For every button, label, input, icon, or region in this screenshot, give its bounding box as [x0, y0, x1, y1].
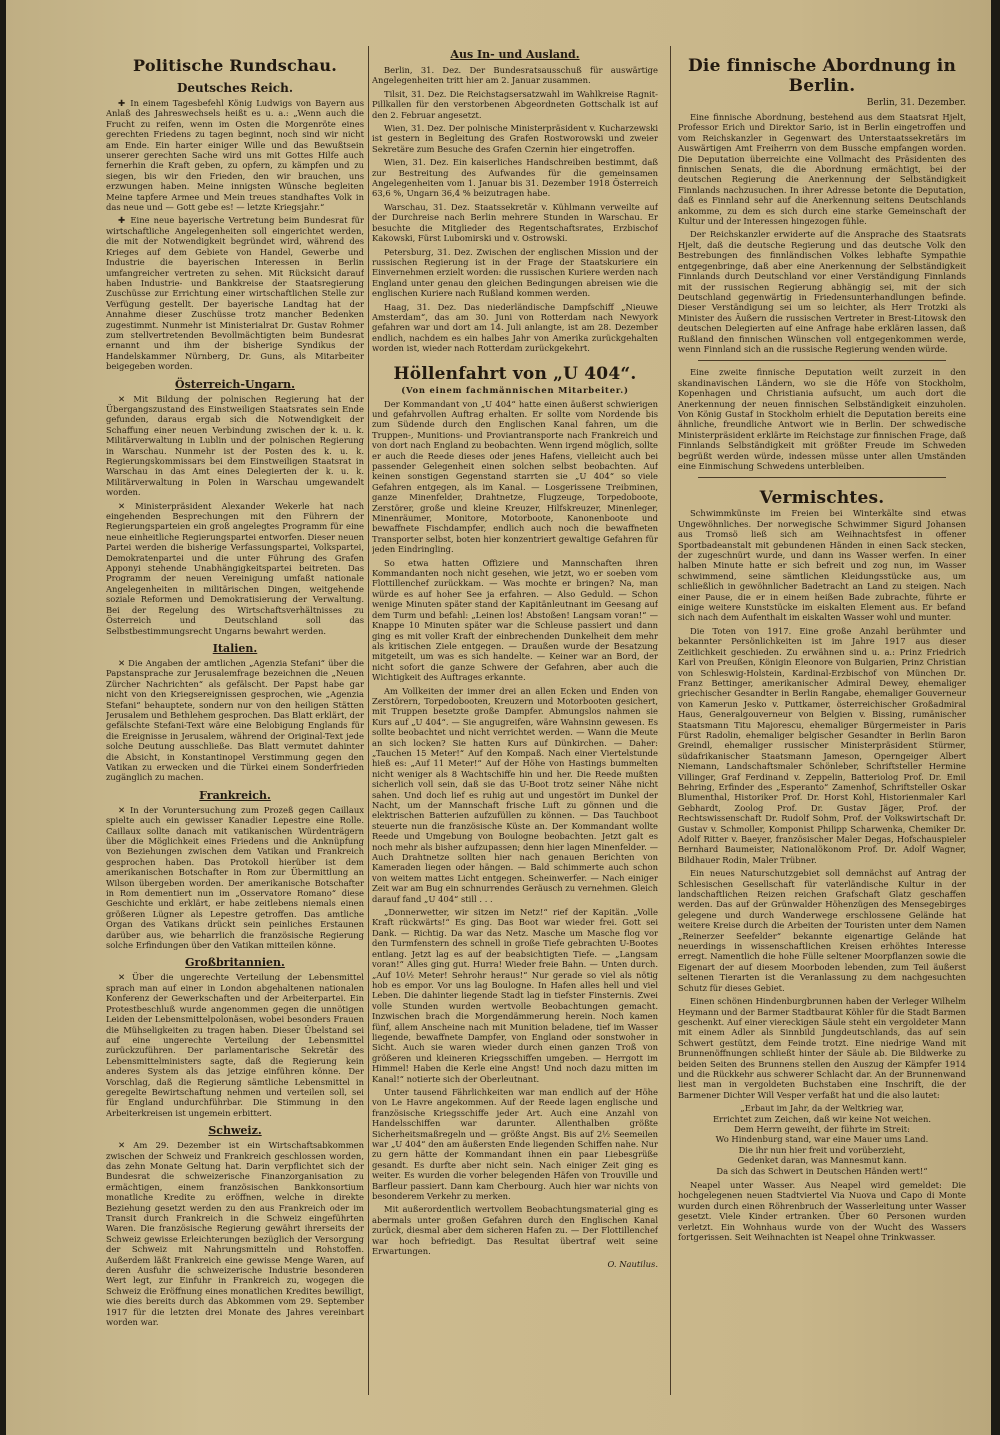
- article-paragraph: ✚ Eine neue bayerische Vertretung beim Bundesrat für wirtschaftliche Angelegenheiten soll eingerichtet werden, die mit der Notwendigkeit begründet wird, während des Krieges auf dem Gebiete von Handel, Gewerbe und Industrie die bayerischen Interessen in Berlin umfangreicher vertreten zu sehen. Mit Rücksicht darauf haben Industrie- und Bankkreise der Staatsregierung Zuschüsse zur Errichtung einer wirtschaftlichen Stelle zur Verfügung gestellt. Der bayerische Landtag hat der Annahme dieser Zuschüsse trotz mancher Bedenken zugestimmt. Nunmehr ist Ministerialrat Dr. Gustav Rohmer zum stellvertretenden Bevollmächtigten beim Bundesrat ernannt und ihm der bisherige Syndikus der Handelskammer Nürnberg, Dr. Guns, als Mitarbeiter beigegeben worden.: [106, 215, 364, 372]
- miscellaneous-heading: Vermischtes.: [759, 488, 885, 509]
- article-paragraph: ✕ Am 29. Dezember ist ein Wirtschaftsabkommen zwischen der Schweiz und Frankreich geschlossen worden, das zehn Monate Geltung hat. Darin verpflichtet sich der Bundesrat die schweizerische Finanzorganisation zu ermächtigen, einem französischen Bankkonsortium monatliche Kredite zu eröffnen, welche in direkte Beziehung gesetzt werden zu den aus Frankreich oder im Transit durch Frankreich in die Schweiz eingeführten Waren. Die französische Regierung gewährt ihrerseits der Schweiz gewisse Erleichterungen bezüglich der Versorgung der Schweiz mit Nahrungsmitteln und Rohstoffen. Außerdem läßt Frankreich eine gewisse Menge Waren, auf deren Ausfuhr die schweizerische Industrie besonderen Wert legt, zur Einfuhr in Frankreich zu, wogegen die Schweiz die Eröffnung eines monatlichen Kredites bewilligt, wie dies bereits durch das Abkommen vom 29. September 1917 für die letzten drei Monate des Jahres vereinbart worden war.: [106, 1140, 364, 1328]
- misc-item: Einen schönen Hindenburgbrunnen haben der Verleger Wilhelm Heymann und der Barmer Stadtbaurat Köhler für die Stadt Barmen geschenkt. Auf einer viereckigen Säule steht ein vergoldeter Mann mit einem Adler als Sinnbild Jungdeutschlands, das auf sein Schwert gestützt, dem Feinde trotzt. Eine niedrige Wand mit Brunnenöffnungen schließt hinter der Säule ab. Die Bildwerke zu beiden Seiten des Brunnens stellen den Auszug der Kämpfer 1914 und die Rückkehr aus schwerer Schlacht dar. An der Brunnenwand liest man in vergoldeten Buchstaben eine Inschrift, die der Barmener Dichter Will Vesper verfaßt hat und die also lautet:: [678, 996, 966, 1100]
- italy-subheading: Italien.: [212, 641, 258, 655]
- fountain-inscription: „Erbaut im Jahr, da der Weltkrieg war, Errichtet zum Zeichen, daß wir keine Not weichen. Dem Herrn geweiht, der führte im Streit: Wo Hindenburg stand, war eine Mauer ums Land. Die ihr nun hier freit und vorüberzieht, Gedenket daran, was Mannesmut kann. Da sich das Schwert in Deutschen Händen wert!“: [713, 1103, 931, 1176]
- story-heading: Höllenfahrt von „U 404“.: [393, 363, 637, 384]
- britain-subheading: Großbritannien.: [185, 956, 285, 970]
- story-paragraph: Der Kommandant von „U 404“ hatte einen äußerst schwierigen und gefahrvollen Auftrag erhalten. Er sollte vom Nordende bis zum Südende durch den Englischen Kanal fahren, um die Truppen-, Munitions- und Proviantransporte nach Frankreich und von dort nach England zu beobachten. Wenn irgend möglich, sollte er auch die Reede dieses oder jenes Hafens, vielleicht auch bei passender Gelegenheit einen solchen selbst beobachten. Auf keinen sonstigen Gegenstand starrten sie „U 404“ so viele Gefahren entgegen, als im Kanal. — Losgerissene Treibminen, ganze Minenfelder, Drahtnetze, Flugzeuge, Torpedoboote, Zerstörer, große und kleine Kreuzer, Hilfskreuzer, Minenleger, Minenräumer, Monitore, Motorboote, Kanonenboote und bewaffnete Fischdampfer, endlich auch noch die bewaffneten Transporter selbst, boten hier konzentriert gewaltige Gefahren für jeden Eindringling.: [372, 398, 658, 555]
- news-item: Wien, 31. Dez. Der polnische Ministerpräsident v. Kucharzewski ist gestern in Begleitung des Grafen Rostworowski und zweier Sekretäre zum Besuche des Grafen Czernin hier eingetroffen.: [372, 123, 658, 154]
- divider: [698, 477, 946, 478]
- politics-heading: Politische Rundschau.: [133, 56, 337, 75]
- dateline: Berlin, 31. Dezember.: [866, 98, 966, 108]
- news-item: Warschau, 31. Dez. Staatssekretär v. Kühlmann verweilte auf der Durchreise nach Berlin mehrere Stunden in Warschau. Er besuchte die Mitglieder des Regentschaftsrates, Erzbischof Kakowski, Fürst Lubomirski und v. Ostrowski.: [372, 201, 658, 244]
- news-item: Petersburg, 31. Dez. Zwischen der englischen Mission und der russischen Regierung ist in der Frage der Staatskuriere ein Einvernehmen erzielt worden: die russischen Kuriere werden nach England unter genau den gleichen Bedingungen abreisen wie die englischen Kuriere nach Rußland kommen werden.: [372, 246, 658, 299]
- column-divider: [670, 46, 671, 1395]
- germany-subheading: Deutsches Reich.: [176, 81, 294, 95]
- column-politics: [106, 46, 364, 1330]
- domestic-foreign-heading: Aus In- und Ausland.: [450, 48, 580, 61]
- column-divider: [368, 46, 369, 1395]
- newspaper-page: [6, 0, 991, 1435]
- news-item: Berlin, 31. Dez. Der Bundesratsausschuß für auswärtige Angelegenheiten tritt hier am 2. Januar zusammen.: [372, 65, 658, 86]
- news-item: Wien, 31. Dez. Ein kaiserliches Handschreiben bestimmt, daß zur Bestreitung des Aufwandes für die gemeinsamen Angelegenheiten vom 1. Januar bis 31. Dezember 1918 Österreich 63,6 %, Ungarn 36,4 % beizutragen habe.: [372, 157, 658, 199]
- article-paragraph: ✕ Über die ungerechte Verteilung der Lebensmittel sprach man auf einer in London abgehaltenen nationalen Konferenz der Gewerkschaften und der Arbeiterpartei. Ein Protestbeschluß wurde angenommen gegen die unnötigen Leiden der Lebensmittelpolonäsen, wobei besonders Frauen die Mühseligkeiten zu tragen haben. Dieser Übelstand sei auf eine ungerechte Verteilung der Lebensmittel zurückzuführen. Der parlamentarische Sekretär des Lebensmittelministers sagte, daß die Regierung kein anderes System als das jetzige einführen könne. Der Vorschlag, daß die Regierung sämtliche Lebensmittel in geregelte Bewirtschaftung nehmen und verteilen soll, sei für England undurchführbar. Die Stimmung in den Arbeiterkreisen ist ungemein erbittert.: [106, 972, 364, 1118]
- misc-item: Die Toten von 1917. Eine große Anzahl berühmter und bekannter Persönlichkeiten ist im Jahre 1917 aus dieser Zeitlichkeit geschieden. Zu erwähnen sind u. a.: Prinz Friedrich Karl von Preußen, Königin Eleonore von Bulgarien, Prinz Christian von Schleswig-Holstein, Kardinal-Erzbischof von München Dr. Franz Bettinger, amerikanischer Admiral Dewey, ehemaliger griechischer Gesandter in Berlin Rangabe, ehemaliger Gouverneur von Kamerun Jesko v. Puttkamer, österreichischer Großadmiral Haus, Generalgouverneur von Belgien v. Bissing, rumänischer Staatsmann Titu Majorescu, ehemaliger Bürgermeister in Paris Fürst Radolin, ehemaliger belgischer Gesandter in Berlin Baron Greindl, ehemaliger russischer Ministerpräsident Stürmer, südafrikanischer Staatsmann Jameson, Operngeiger Albert Niemann, Landschaftsmaler Schönleber, Schriftsteller Hermine Villinger, Graf Ferdinand v. Zeppelin, Batteriolog Prof. Dr. Emil Behring, Erfinder des „Esperanto“ Zamenhof, Schriftsteller Oskar Blumenthal, Historiker Prof. Dr. Horst Kohl, Historienmaler Karl Gebhardt, Zoolog Prof. Dr. Gustav Jäger, Prof. der Rechtswissenschaft Dr. Rudolf Sohm, Prof. der Volkswirtschaft Dr. Gustav v. Schmoller, Komponist Philipp Scharwenka, Chemiker Dr. Adolf Ritter v. Baeyer, französischer Maler Degas, Hofschauspieler Bernhard Baumeister, Nationalökonom Prof. Dr. Adolf Wagner, Bildhauer Rodin, Maler Trübner.: [678, 625, 966, 865]
- article-paragraph: Eine zweite finnische Deputation weilt zurzeit in den skandinavischen Ländern, wo sie die Höfe von Stockholm, Kopenhagen und Christiania aufsucht, um auch dort die Anerkennung der neuen finnischen Selbständigkeit einzuholen. Von König Gustaf in Stockholm erhielt die Deputation bereits eine ähnliche, freundliche Antwort wie in Berlin. Der schwedische Ministerpräsident erklärte im Reichstage zur finnischen Frage, daß Finnlands Selbständigkeit mit größter Freude im Schweden begrüßt werden würde, indessen müsse unter allen Umständen eine Einmischung Schwedens unterbleiben.: [678, 367, 966, 471]
- story-paragraph: Am Vollkeiten der immer drei an allen Ecken und Enden von Zerstörern, Torpedobooten, Kreuzern und Motorbooten gesichert, mit Truppen besetzte große Dampfer. Abmungslos nahmen sie Kurs auf „U 404“. — Sie angugreifen, wäre Wahnsinn gewesen. Es sollte beobachtet und nicht verrichtet werden. — Wann die Meute an sich locken? Sie hatten Kurs auf Dünkirchen. — Daher: „Tauchen 15 Meter!“ Auf den Kompaß. Nach einer Viertelstunde hieß es: „Auf 11 Meter!“ Auf der Höhe von Hastings bummelten nicht weniger als 8 Wachtschiffe hin und her. Die Reede mußten sicherlich voll sein, daß sie das U-Boot trotz seiner Nähe nicht sahen. Und doch lief es ruhig aut und ungestört im Dunkel der Nacht, um der Mannschaft frische Luft zu gönnen und die elektrischen Batterien aufzufüllen zu können. — Das Tauchboot steuerte nun die französische Küste an. Der Kommandant wollte Reede und Umgebung von Boulogne beobachten. Jetzt galt es noch mehr als bisher aufzupassen; denn hier lagen Minenfelder. — Auch Drahtnetze sollten hier nach genauen Berichten von Kameraden liegen oder hängen. — Bald schimmerte auch schon von weitem mattes Licht entgegen. Scheinwerfer. — Nach einiger Zeit war am Bug ein schnurrendes Geräusch zu vernehmen. Gleich darauf fand „U 404“ still . . .: [372, 685, 658, 904]
- news-item: Haag, 31. Dez. Das niederländische Dampfschiff „Nieuwe Amsterdam“, das am 30. Juni von Rotterdam nach Newyork gefahren war und dort am 14. Juli anlangte, ist am 28. Dezember endlich, nachdem es ein halbes Jahr von Amerika zurückgehalten worden ist, wieder nach Rotterdam zurückgekehrt.: [372, 301, 658, 354]
- misc-item: Neapel unter Wasser. Aus Neapel wird gemeldet: Die hochgelegenen neuen Stadtviertel Via Nuova und Capo di Monte wurden durch einen Röhrenbruch der Wasserleitung unter Wasser gesetzt. Viele Kinder ertranken. Über 60 Personen wurden verletzt. Ein Wohnhaus wurde von der Wucht des Wassers fortgerissen. Seit Weihnachten ist Neapel ohne Trinkwasser.: [678, 1180, 966, 1243]
- story-paragraph: „Donnerwetter, wir sitzen im Netz!“ rief der Kapitän. „Volle Kraft rückwärts!“ Es ging. Das Boot war wieder frei. Gott sei Dank. — Richtig. Da war das Netz. Masche um Masche flog vor den Turmfenstern des schnell in große Tiefe gebrachten U-Bootes entlang. Jetzt lag es auf der beabsichtigten Tiefe. — „Langsam voran!“ Alles ging gut. Hurra! Wieder freie Bahn. — Unten durch. „Auf 10½ Meter! Sehrohr heraus!“ Nur gerade so viel als nötig hob es empor. Vor uns lag Boulogne. In Hafen alles hell und viel Leben. Die dahinter liegende Stadt lag in tiefster Finsternis. Zwei volle Stunden wurden wertvolle Beobachtungen gemacht. Inzwischen brach die Morgendämmerung herein. Noch kamen fünf, allem Anscheine nach mit Munition beladene, tief im Wasser liegende, bewaffnete Dampfer, von England oder sonstwoher in Sicht. Auch sie waren wieder durch einen ganzen Troß von größeren und kleineren Kriegsschiffen umgeben. — Herrgott im Himmel! Haben die Kerle eine Angst! Und noch dazu mitten im Kanal!“ notierte sich der Oberleutnant.: [372, 907, 658, 1084]
- article-paragraph: Der Reichskanzler erwiderte auf die Ansprache des Staatsrats Hjelt, daß die deutsche Regierung und das deutsche Volk den Bestrebungen des finnländischen Volkes lebhafte Sympathie entgegenbringe, daß aber eine Anerkennung der Selbständigkeit Finnlands durch Deutschland vor einer Verständigung Finnlands mit der russischen Regierung abhängig sei, mit der sich Deutschland gegenwärtig in Friedensunterhandlungen befinde. Dieser Verständigung sei um so leichter, als Herr Trotzki als Minister des Äußern die russischen Vertreter in Brest-Litowsk den deutschen Delegierten auf eine Anfrage habe erklären lassen, daß Rußland den finnischen Wünschen voll entgegenkommen werde, wenn Finnland sich an die russische Regierung wenden würde.: [678, 229, 966, 354]
- switzerland-subheading: Schweiz.: [208, 1124, 262, 1138]
- column-news: [372, 46, 658, 1269]
- story-paragraph: Unter tausend Fährlichkeiten war man endlich auf der Höhe von Le Havre angekommen. Auf der Reede lagen englische und französische Kriegsschiffe jeder Art. Auch eine Anzahl von Handelsschiffen war darunter. Allenthalben größte Sicherheitsmaßregeln und — größte Angst. Bis auf 2½ Seemeilen war „U 404“ den am äußersten Ende liegenden Schiffen nahe. Nur zu gern hätte der Kommandant ihnen ein paar Liebesgrüße gesandt. Es durfte aber nicht sein. Nach einiger Zeit ging es weiter. Es wurden die vorher belegenden Häfen von Trouville und Barfleur passiert. Dann kam Cherbourg. Auch hier war nichts von besonderem Verkehr zu merken.: [372, 1086, 658, 1202]
- story-paragraph: Mit außerordentlich wertvollem Beobachtungsmaterial ging es abermals unter großen Gefahren durch den Englischen Kanal zurück, diesmal aber dem sicheren Hafen zu. — Der Flottillenchef war hoch befriedigt. Das Resultat übertraf weit seine Erwartungen.: [372, 1204, 658, 1257]
- article-paragraph: ✕ Ministerpräsident Alexander Wekerle hat nach eingehenden Besprechungen mit den Führern der Regierungsparteien ein groß angelegtes Programm für eine neue einheitliche Regierungspartei entworfen. Dieser neuen Partei werden die bisherige Verfassungspartei, Volkspartei, Demokratenpartei und die unter Führung des Grafen Apponyi stehende Unabhängigkeitspartei beitreten. Das Programm der neuen Vereinigung umfaßt nationale Angelegenheiten in militärischen Dingen, weitgehende soziale Reformen und Demokratisierung der Verwaltung. Bei der Regelung des Wirtschaftsverhältnisses zu Österreich und Deutschland soll das Selbstbestimmungsrecht Ungarns bewahrt werden.: [106, 500, 364, 636]
- story-byline: (Von einem fachmännischen Mitarbeiter.): [401, 384, 629, 395]
- article-paragraph: ✕ In der Voruntersuchung zum Prozeß gegen Caillaux spielte auch ein gewisser Kanadier Lepestre eine Rolle. Caillaux sollte danach mit vatikanischen Würdenträgern über die Möglichkeit eines Friedens und die Anknüpfung von Beziehungen zwischen dem Vatikan und Frankreich gesprochen haben. Das Protokoll hierüber ist dem amerikanischen Botschafter in Rom zur Übermittlung an Wilson übergeben worden. Der amerikanische Botschafter in Rom dementiert nun im „Osservatore Romano“ diese Geschichte und erklärt, er habe zeitlebens niemals einen größeren Lügner als Lepestre getroffen. Das amtliche Organ des Vatikans drückt sein peinliches Erstaunen darüber aus, wie beharrlich die französische Regierung solche Erfindungen über den Vatikan mitteilen könne.: [106, 804, 364, 951]
- story-paragraph: So etwa hatten Offiziere und Mannschaften ihren Kommandanten noch nicht gesehen, wie jetzt, wo er soeben vom Flottillenchef zurückkam. — Was mochte er bringen? Na, man würde es auf hoher See ja erfahren. — Also Geduld. — Schon wenige Minuten später stand der Kapitänleutnant im Geesang auf dem Turm und befahl: „Leinen los! Abstoßen! Langsam voran!“ — Knappe 10 Minuten später war die Schleuse passiert und dann ging es mit voller Kraft der einbrechenden Dunkelheit dem mehr als kritischen Ziele entgegen. — Draußen wurde der Besatzung mitgeteilt, um was es sich handelte. — Keiner war an Bord, der nicht sofort die ganze Schwere der Gefahren, aber auch die Wichtigkeit des Auftrages erkannte.: [372, 557, 658, 683]
- finland-heading: Die finnische Abordnung in Berlin.: [687, 56, 957, 96]
- france-subheading: Frankreich.: [199, 788, 271, 802]
- article-paragraph: Eine finnische Abordnung, bestehend aus dem Staatsrat Hjelt, Professor Erich und Direktor Sario, ist in Berlin eingetroffen und vom Reichskanzler in Gegenwart des Unterstaatssekretärs im Auswärtigen Amt Freiherrn von dem Bussche empfangen worden. Die Deputation überreichte eine Vollmacht des Präsidenten des finnischen Senats, die die Abordnung ermächtigt, bei der deutschen Regierung die Anerkennung der Selbständigkeit Finnlands nachzusuchen. In ihrer Adresse betonte die Deputation, daß es Finnland sehr auf die Anerkennung seitens Deutschlands ankomme, zu dem es sich durch eine starke Gemeinschaft der Kultur und der Interessen hingezogen fühle.: [678, 112, 966, 227]
- austria-subheading: Österreich-Ungarn.: [175, 377, 295, 391]
- article-paragraph: ✕ Die Angaben der amtlichen „Agenzia Stefani“ über die Papstansprache zur Jerusalemfrage bezeichnen die „Neuen Zürcher Nachrichten“ als gefälscht. Der Papst habe gar nicht von den Kriegsereignissen gesprochen, wie „Agenzia Stefani“ behauptete, sondern nur von den heiligen Stätten Jerusalem und Bethlehem gesprochen. Das Blatt erklärt, der gefälschte Stefani-Text wäre eine Belobigung Englands für die Ereignisse in Jerusalem, während der Original-Text jede solche Deutung ausschließe. Das Blatt vermutet dahinter die Absicht, in Konstantinopel Verstimmung gegen den Vatikan zu erwecken und die Türkei einem Sonderfrieden zugänglich zu machen.: [106, 657, 364, 783]
- column-finland: [678, 46, 966, 1245]
- misc-item: Ein neues Naturschutzgebiet soll demnächst auf Antrag der Schlesischen Gesellschaft für vaterländische Kultur in der landschaftlichen Reizen reichen Grafschaft Glatz geschaffen werden. Das auf der Grünwalder Höhenzügen des Mensegebirges gelegene und durch Wanderwege erschlossene Gelände hat weitere Kreise durch die Arbeiten der Touristen unter dem Namen „Reinerzer Seefelder“ bekannte eigenartige Gelände hat neuerdings in wissenschaftlichen Kreisen erhöhtes Interesse erregt. Namentlich die hohe Fülle seltener Moorpflanzen sowie die Eigenart der auf diesem Moorboden lebenden, zum Teil äußerst seltenen Tierarten ist die Veranlassung zu dem nachgesuchten Schutz für dieses Gebiet.: [678, 868, 966, 993]
- article-paragraph: ✚ In einem Tagesbefehl König Ludwigs von Bayern aus Anlaß des Jahreswechsels heißt es u. a.: „Wenn auch die Frucht zu reifen, wenn im Osten die Morgenröte eines gerechten Friedens zu tagen beginnt, noch sind wir nicht am Ende. Ein harter einiger Wille und das Bewußtsein unserer gerechten Sache wird uns mit Gottes Hilfe auch fernerhin die Kraft geben, zu opfern, zu kämpfen und zu siegen, bis wir den Frieden, den wir brauchen, uns erzwungen haben. Meine innigsten Wünsche begleiten Meine tapfere Armee und Mein treues standhaftes Volk in das neue und — Gott gebe es! — letzte Kriegsjahr.“: [106, 98, 364, 213]
- article-paragraph: ✕ Mit Bildung der polnischen Regierung hat der Übergangszustand des Einstweiligen Staatsrates sein Ende gefunden, daraus ergab sich die Notwendigkeit der Schaffung einer neuen Verbindung zwischen der k. u. k. Militärverwaltung in Lublin und der polnischen Regierung in Warschau. Nunmehr ist der Posten des k. u. k. Regierungskommissars bei dem Einstweiligen Staatsrat in Warschau in das Amt eines Delegierten der k. u. k. Militärverwaltung in Polen in Warschau umgewandelt worden.: [106, 393, 364, 498]
- misc-item: Schwimmkünste im Freien bei Winterkälte sind etwas Ungewöhnliches. Der norwegische Schwimmer Sigurd Johansen aus Tromsö ließ sich am Weihnachtsfest in offener Sportbadeanstalt mit gebundenen Händen in einen Sack stecken, der zugeschnürt wurde, und dann ins Wasser werfen. In einer halben Minute hatte er sich befreit und zog nun, im Wasser schwimmend, seine sämtlichen Kleidungsstücke aus, um schließlich in gewöhnlicher Badetracht an Land zu steigen. Nach einer Pause, die er in einem heißen Bade zubrachte, führte er einige weitere Kunststücke im eiskalten Element aus. Er befand sich nach dem Aufenthalt im eiskalten Wasser wohl und munter.: [678, 508, 966, 623]
- news-item: Tilsit, 31. Dez. Die Reichstagsersatzwahl im Wahlkreise Ragnit-Pillkallen für den verstorbenen Abgeordneten Gottschalk ist auf den 2. Februar angesetzt.: [372, 88, 658, 120]
- divider: [698, 360, 946, 361]
- story-signature: O. Nautilus.: [607, 1259, 658, 1270]
